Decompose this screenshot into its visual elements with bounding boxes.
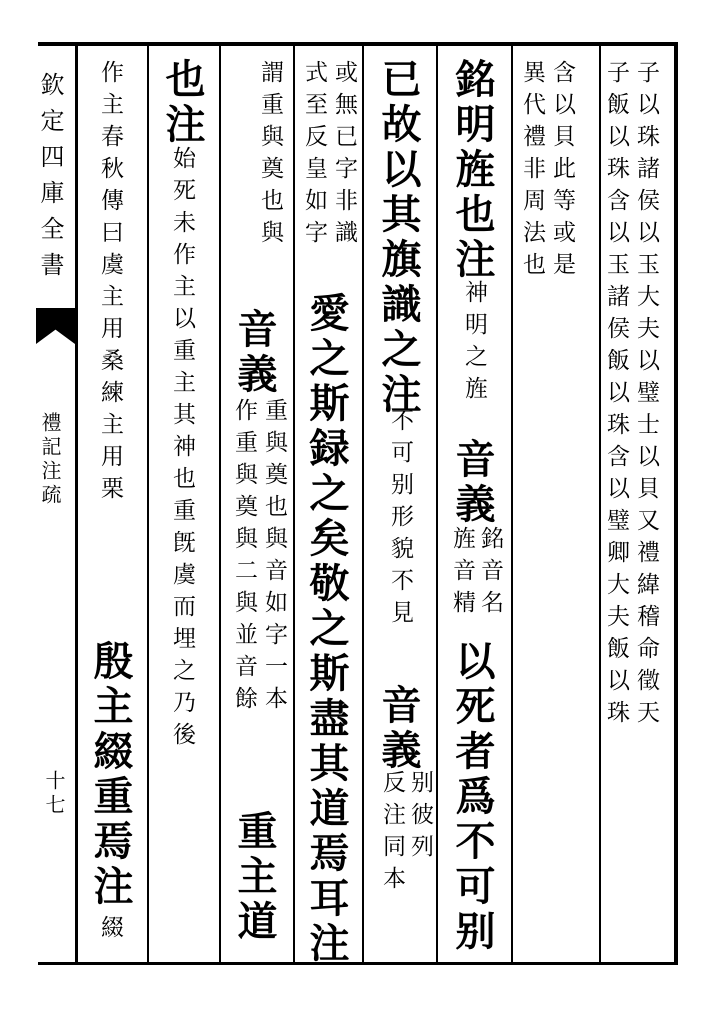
annotation-text: 銘音名 <box>477 526 503 622</box>
annotation-text: 神明之旌 <box>461 280 487 408</box>
annotation-text: 綴 <box>97 915 123 947</box>
annotation-text: 旌音精 <box>449 526 475 622</box>
annotation-text: 式至反皇如字 <box>301 60 327 252</box>
margin-page-number: 十七 <box>42 770 66 818</box>
annotation-text: 反注同本 <box>379 770 405 898</box>
text-column-2: 子飯以珠含以玉諸侯飯以珠含以璧卿大夫飯以珠 <box>603 60 629 732</box>
main-text: 已故以其旗識之注 <box>375 58 422 418</box>
column-divider <box>147 46 149 962</box>
main-text: 也注 <box>159 58 206 148</box>
yinyi-marker: 音義 <box>375 684 422 774</box>
margin-collection-title: 欽定四庫全書 <box>36 72 64 288</box>
text-column-3: 含以貝此等或是 <box>549 60 575 284</box>
annotation-text: 别彼列 <box>407 770 433 866</box>
frame-margin-border <box>75 42 78 965</box>
frame-right-border <box>674 42 678 965</box>
text-column-4: 異代禮非周法也 <box>519 60 545 284</box>
main-text: 銘明旌也注 <box>449 58 496 283</box>
annotation-text: 作主春秋傳曰虞主用桑練主用栗 <box>97 60 123 508</box>
column-divider <box>293 46 295 962</box>
yinyi-marker: 音義 <box>449 438 496 528</box>
column-divider <box>219 46 221 962</box>
main-text: 殷主綴重焉注 <box>87 640 134 910</box>
frame-bottom-border <box>38 962 678 965</box>
annotation-text: 謂重與奠也與 <box>257 60 283 252</box>
annotation-text: 重與奠也與音如字一本 <box>261 398 287 718</box>
annotation-text: 或無已字非識 <box>331 60 357 252</box>
text-column-1: 子以珠諸侯以玉大夫以璧士以貝又禮緯稽命徵天 <box>633 60 659 732</box>
main-text: 重主道 <box>231 810 278 945</box>
column-divider <box>599 46 601 962</box>
main-text: 愛之斯録之矣敬之斯盡其道焉耳注 <box>303 292 350 967</box>
annotation-text: 不可别形貌不見 <box>387 408 413 632</box>
frame-top-border <box>38 42 678 46</box>
annotation-text: 作重與奠與二與並音餘 <box>231 398 257 718</box>
yinyi-marker: 音義 <box>231 308 278 398</box>
margin-book-title: 禮記注疏 <box>38 412 62 508</box>
column-divider <box>362 46 364 962</box>
column-divider <box>511 46 513 962</box>
fish-tail-mark <box>36 308 75 344</box>
main-text: 以死者爲不可别 <box>449 640 496 955</box>
column-divider <box>436 46 438 962</box>
annotation-text: 始死未作主以重主其神也重旣虞而埋之乃後 <box>169 146 195 754</box>
